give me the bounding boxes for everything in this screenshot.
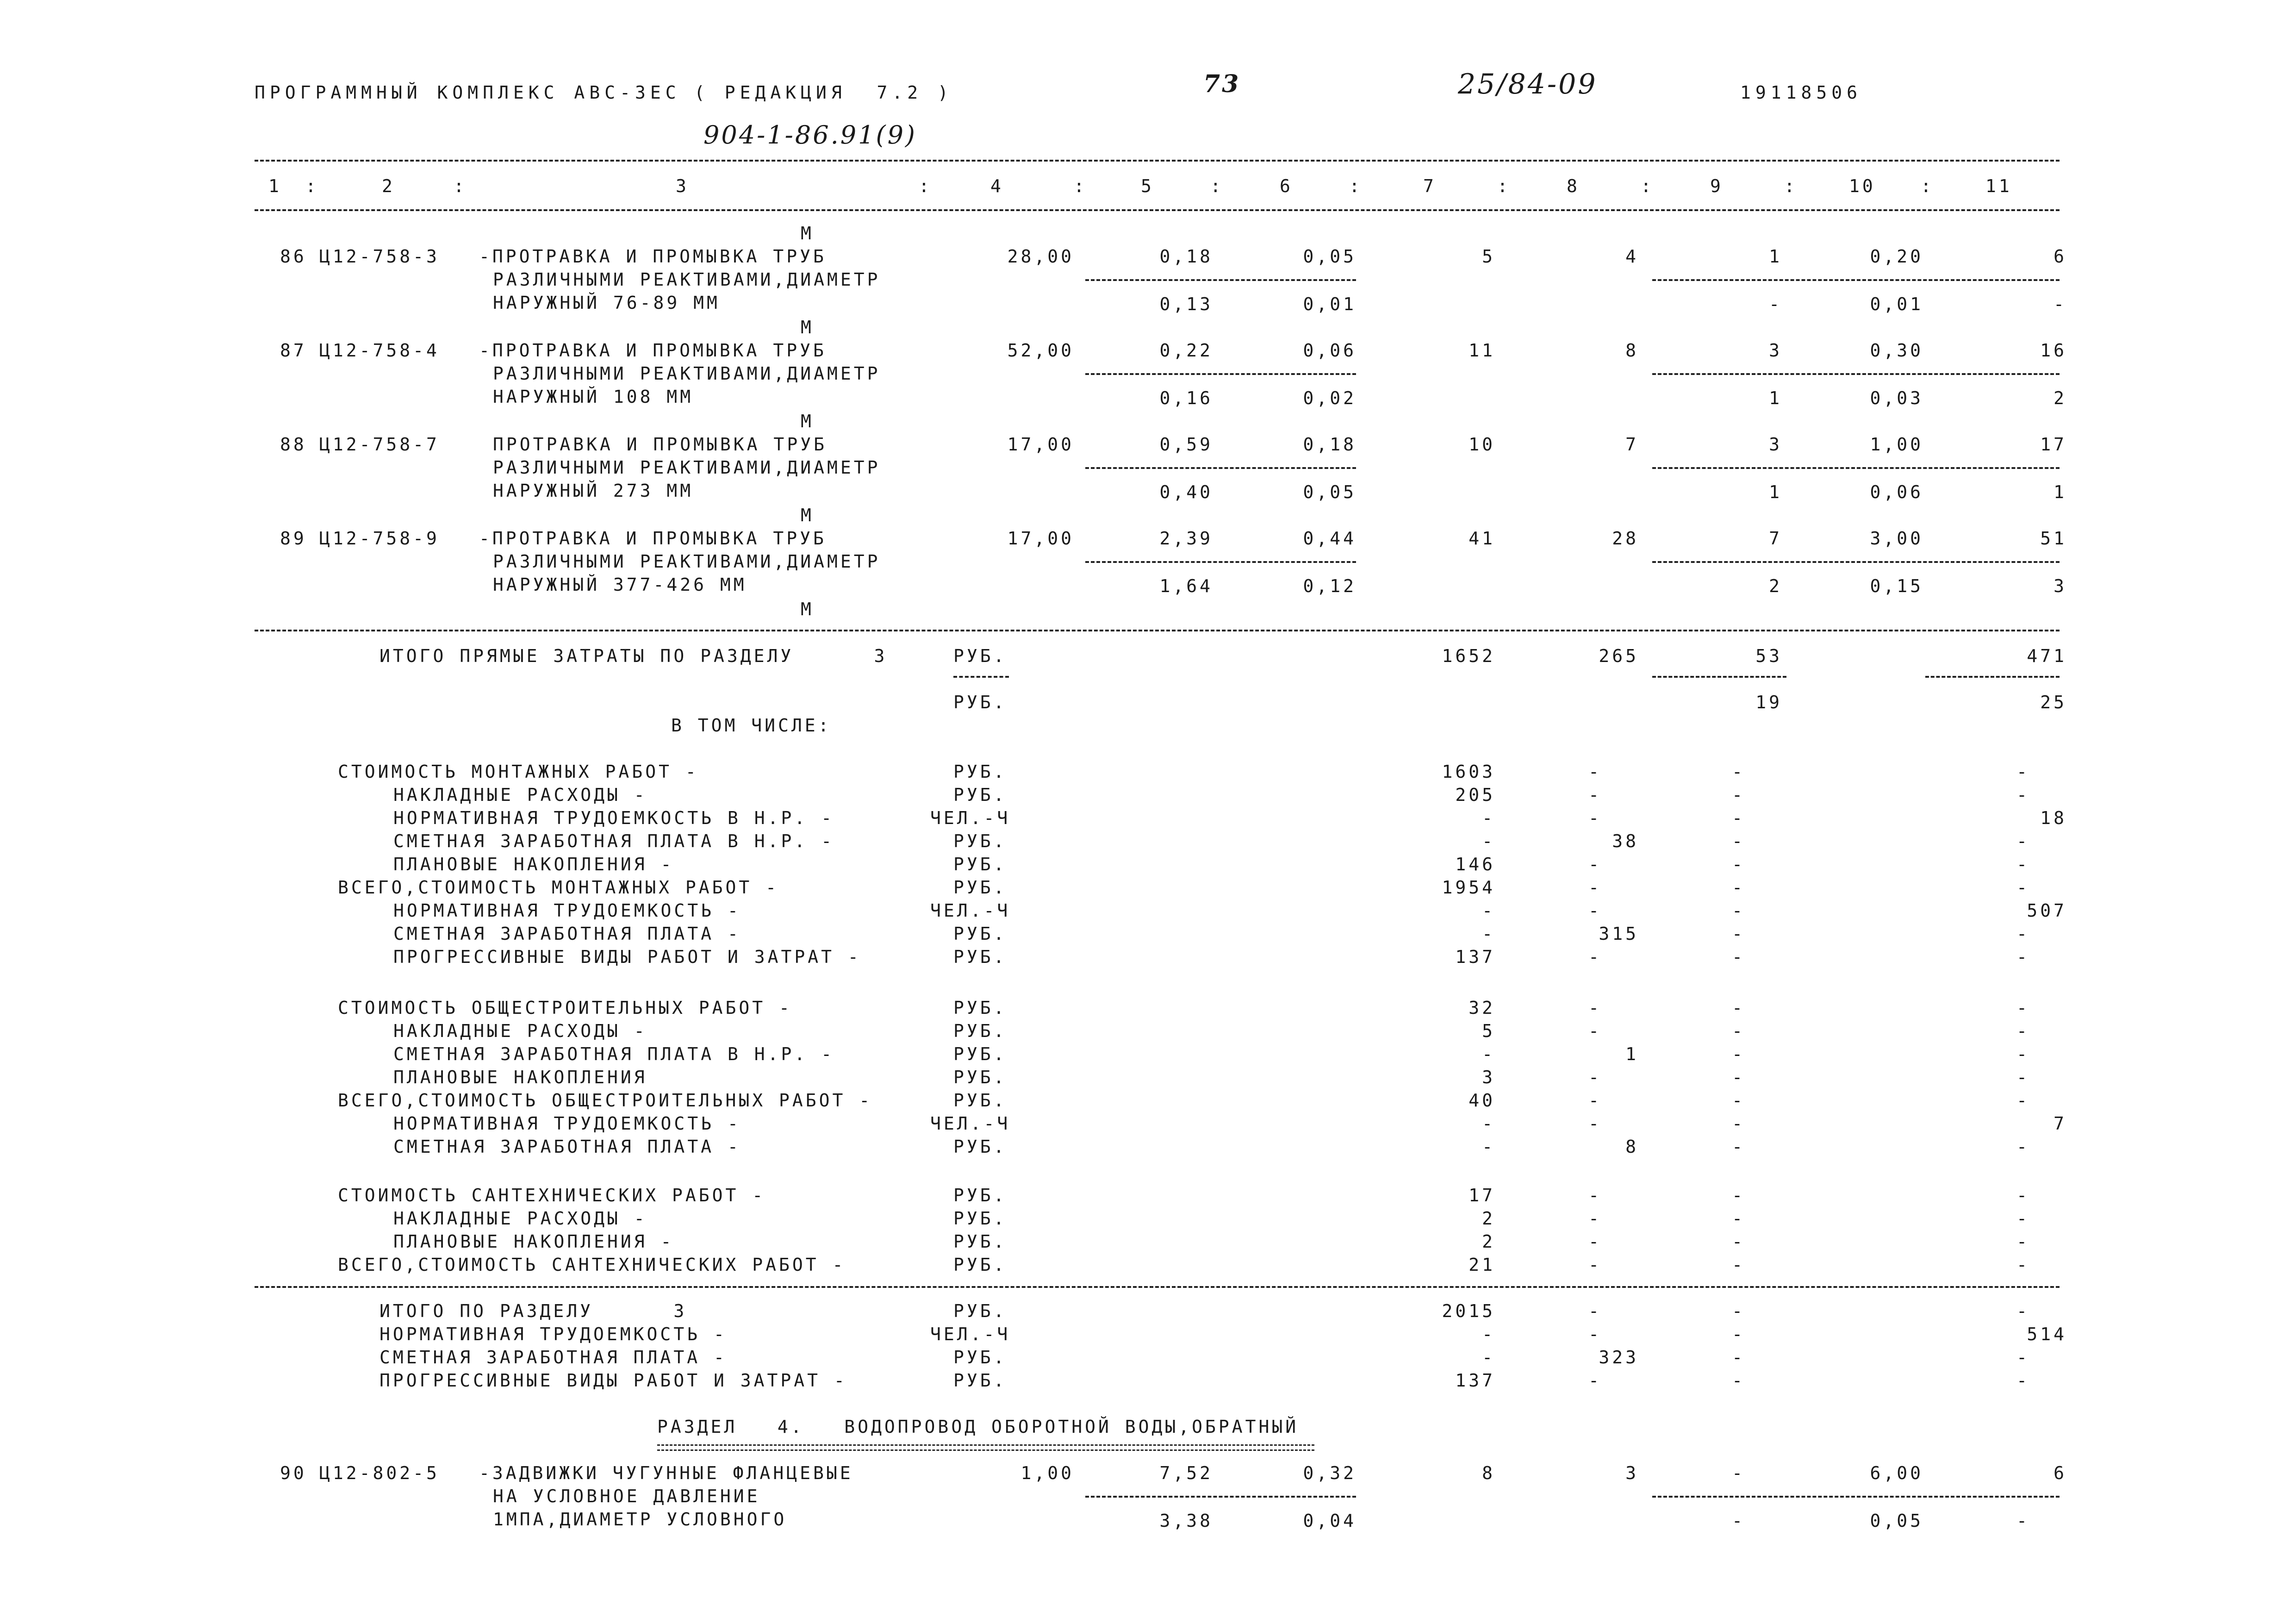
row-code: Ц12-758-7 <box>319 434 440 455</box>
cell-10-sub: 0,05 <box>1870 1511 1923 1531</box>
summary-c9: - <box>1732 785 1745 805</box>
summary-c11: 7 <box>2053 1113 2067 1134</box>
summary-c7: 205 <box>1455 785 1495 805</box>
row-quantity: 1,00 <box>1020 1463 1074 1483</box>
row-number: 89 <box>280 528 307 549</box>
row-desc-line: НА УСЛОВНОЕ ДАВЛЕНИЕ <box>493 1486 760 1506</box>
summary-c9: - <box>1732 1067 1745 1087</box>
cell-6-sub: 0,04 <box>1303 1511 1356 1531</box>
cell-divider <box>1652 467 2060 469</box>
summary-unit: РУБ. <box>953 947 1007 967</box>
row-number: 87 <box>280 340 307 361</box>
summary-c8: 1 <box>1625 1044 1639 1064</box>
summary-unit: РУБ. <box>953 762 1007 782</box>
cell-5-sub: 3,38 <box>1159 1511 1213 1531</box>
section-heading-underline <box>657 1444 1314 1451</box>
summary-c7: - <box>1482 924 1495 944</box>
summary-c8: - <box>1588 1255 1602 1275</box>
section-total-c7: 2015 <box>1442 1301 1495 1321</box>
summary-c8: - <box>1588 1067 1602 1087</box>
summary-c11: - <box>2016 877 2030 898</box>
summary-c11: 507 <box>2027 900 2067 921</box>
summary-c7: - <box>1482 1137 1495 1157</box>
section-total-c7: - <box>1482 1324 1495 1344</box>
summary-label: ПРОГРЕССИВНЫЕ ВИДЫ РАБОТ И ЗАТРАТ - <box>393 947 861 967</box>
col-10: 10 <box>1849 176 1876 196</box>
unit-label: М <box>801 505 814 525</box>
section-total-unit: ЧЕЛ.-Ч <box>930 1324 1011 1344</box>
cell-11: 6 <box>2053 246 2067 267</box>
summary-c7: - <box>1482 831 1495 851</box>
summary-c7: 1954 <box>1442 877 1495 898</box>
summary-c11: - <box>2016 1231 2030 1252</box>
summary-label: ВСЕГО,СТОИМОСТЬ ОБЩЕСТРОИТЕЛЬНЫХ РАБОТ - <box>338 1090 873 1111</box>
unit-label: М <box>801 411 814 431</box>
cell-10: 6,00 <box>1870 1463 1923 1483</box>
row-desc-line: ПРОТРАВКА И ПРОМЫВКА ТРУБ <box>493 434 827 455</box>
total-direct-unit: РУБ. <box>953 692 1007 712</box>
total-direct-c7: 1652 <box>1442 646 1495 666</box>
summary-label: ВСЕГО,СТОИМОСТЬ САНТЕХНИЧЕСКИХ РАБОТ - <box>338 1255 846 1275</box>
total-direct-c8: 265 <box>1599 646 1639 666</box>
col-1: 1 <box>268 176 282 196</box>
col-sep: : <box>1074 176 1087 196</box>
cell-divider <box>1925 676 2060 678</box>
summary-unit: РУБ. <box>953 1137 1007 1157</box>
header-rule-top <box>255 160 2060 162</box>
cell-6: 0,44 <box>1303 528 1356 549</box>
cell-divider <box>1652 373 2060 375</box>
section-total-label: СМЕТНАЯ ЗАРАБОТНАЯ ПЛАТА - <box>380 1347 727 1368</box>
row-desc-line: НАРУЖНЫЙ 108 ММ <box>493 387 694 407</box>
summary-unit: РУБ. <box>953 854 1007 874</box>
summary-c11: - <box>2016 762 2030 782</box>
summary-c7: 3 <box>1482 1067 1495 1087</box>
summary-unit: РУБ. <box>953 831 1007 851</box>
cell-5: 2,39 <box>1159 528 1213 549</box>
cell-8: 7 <box>1625 434 1639 455</box>
summary-c11: - <box>2016 831 2030 851</box>
cell-7: 41 <box>1468 528 1495 549</box>
cell-10: 1,00 <box>1870 434 1923 455</box>
section-total-c9: - <box>1732 1347 1745 1368</box>
summary-c8: - <box>1588 947 1602 967</box>
cell-divider <box>1652 1496 2060 1498</box>
cell-divider <box>1085 467 1356 469</box>
row-desc-line: РАЗЛИЧНЫМИ РЕАКТИВАМИ,ДИАМЕТР <box>493 457 881 478</box>
cell-6-sub: 0,12 <box>1303 576 1356 596</box>
cell-11-sub: 3 <box>2053 576 2067 596</box>
cell-11: 51 <box>2040 528 2067 549</box>
unit-divider <box>953 676 1009 678</box>
summary-label: НОРМАТИВНАЯ ТРУДОЕМКОСТЬ - <box>393 1113 741 1134</box>
summary-label: СТОИМОСТЬ МОНТАЖНЫХ РАБОТ - <box>338 762 699 782</box>
section-total-c8: 323 <box>1599 1347 1639 1368</box>
summary-c8: - <box>1588 1113 1602 1134</box>
cell-10: 3,00 <box>1870 528 1923 549</box>
cell-9-sub: 2 <box>1769 576 1782 596</box>
summary-c8: - <box>1588 762 1602 782</box>
section-total-c9: - <box>1732 1324 1745 1344</box>
col-sep: : <box>1497 176 1511 196</box>
col-8: 8 <box>1567 176 1580 196</box>
summary-c8: - <box>1588 1021 1602 1041</box>
summary-c11: - <box>2016 924 2030 944</box>
summary-c7: 146 <box>1455 854 1495 874</box>
row-desc-line: НАРУЖНЫЙ 377-426 ММ <box>493 575 747 595</box>
summary-c11: - <box>2016 1185 2030 1206</box>
total-direct-c11-sub: 25 <box>2040 692 2067 712</box>
summary-c8: 38 <box>1612 831 1639 851</box>
summary-c11: - <box>2016 1067 2030 1087</box>
row-quantity: 17,00 <box>1007 528 1074 549</box>
summary-c7: 32 <box>1468 998 1495 1018</box>
cell-10-sub: 0,06 <box>1870 482 1923 502</box>
summary-c7: 40 <box>1468 1090 1495 1111</box>
summary-c8: - <box>1588 1208 1602 1229</box>
total-direct-label: ИТОГО ПРЯМЫЕ ЗАТРАТЫ ПО РАЗДЕЛУ 3 <box>380 646 888 666</box>
summary-c8: - <box>1588 854 1602 874</box>
section-total-c11: 514 <box>2027 1324 2067 1344</box>
summary-c9: - <box>1732 1208 1745 1229</box>
cell-11-sub: - <box>2016 1511 2030 1531</box>
row-desc-line: НАРУЖНЫЙ 273 ММ <box>493 481 694 501</box>
cell-9: 3 <box>1769 434 1782 455</box>
cell-9: 3 <box>1769 340 1782 361</box>
summary-unit: РУБ. <box>953 1067 1007 1087</box>
row-number: 88 <box>280 434 307 455</box>
col-sep: : <box>1784 176 1798 196</box>
summary-c11: - <box>2016 1137 2030 1157</box>
cell-6-sub: 0,02 <box>1303 388 1356 408</box>
summary-c9: - <box>1732 1185 1745 1206</box>
cell-10-sub: 0,03 <box>1870 388 1923 408</box>
summary-c8: 8 <box>1625 1137 1639 1157</box>
summary-unit: РУБ. <box>953 785 1007 805</box>
summary-c9: - <box>1732 924 1745 944</box>
col-sep: : <box>1349 176 1363 196</box>
cell-10-sub: 0,15 <box>1870 576 1923 596</box>
summary-unit: ЧЕЛ.-Ч <box>930 1113 1011 1134</box>
header-rule-bottom <box>255 209 2060 211</box>
cell-11: 16 <box>2040 340 2067 361</box>
col-sep: : <box>305 176 319 196</box>
cell-5-sub: 0,16 <box>1159 388 1213 408</box>
summary-c9: - <box>1732 1113 1745 1134</box>
cell-6-sub: 0,05 <box>1303 482 1356 502</box>
section-total-unit: РУБ. <box>953 1370 1007 1391</box>
summary-c7: 137 <box>1455 947 1495 967</box>
section-total-label: ИТОГО ПО РАЗДЕЛУ 3 <box>380 1301 687 1321</box>
summary-label: НАКЛАДНЫЕ РАСХОДЫ - <box>393 785 647 805</box>
cell-divider <box>1085 561 1356 563</box>
cell-9: - <box>1732 1463 1745 1483</box>
summary-c8: 315 <box>1599 924 1639 944</box>
summary-c11: - <box>2016 1255 2030 1275</box>
cell-11-sub: 2 <box>2053 388 2067 408</box>
summary-label: НАКЛАДНЫЕ РАСХОДЫ - <box>393 1021 647 1041</box>
cell-9-sub: 1 <box>1769 482 1782 502</box>
row-desc-line: -ПРОТРАВКА И ПРОМЫВКА ТРУБ <box>479 246 827 267</box>
cell-6: 0,18 <box>1303 434 1356 455</box>
cell-9-sub: - <box>1732 1511 1745 1531</box>
row-desc-line: РАЗЛИЧНЫМИ РЕАКТИВАМИ,ДИАМЕТР <box>493 363 881 384</box>
row-desc-line: -ПРОТРАВКА И ПРОМЫВКА ТРУБ <box>479 340 827 361</box>
summary-c9: - <box>1732 762 1745 782</box>
col-sep: : <box>1641 176 1654 196</box>
cell-11-sub: 1 <box>2053 482 2067 502</box>
summary-c8: - <box>1588 998 1602 1018</box>
row-desc-line: 1МПА,ДИАМЕТР УСЛОВНОГО <box>493 1509 787 1530</box>
row-desc-line: РАЗЛИЧНЫМИ РЕАКТИВАМИ,ДИАМЕТР <box>493 551 881 572</box>
cell-7: 8 <box>1482 1463 1495 1483</box>
cell-8: 4 <box>1625 246 1639 267</box>
cell-10: 0,20 <box>1870 246 1923 267</box>
summary-c7: - <box>1482 1113 1495 1134</box>
cell-divider <box>1652 676 1786 678</box>
summary-label: ПЛАНОВЫЕ НАКОПЛЕНИЯ <box>393 1067 647 1087</box>
col-sep: : <box>919 176 932 196</box>
section-total-c9: - <box>1732 1301 1745 1321</box>
section-total-c7: - <box>1482 1347 1495 1368</box>
including-label: В ТОМ ЧИСЛЕ: <box>671 715 832 736</box>
cell-11-sub: - <box>2053 294 2067 314</box>
summary-c9: - <box>1732 877 1745 898</box>
summary-unit: РУБ. <box>953 1208 1007 1229</box>
col-11: 11 <box>1985 176 2012 196</box>
row-code: Ц12-802-5 <box>319 1463 440 1483</box>
row-desc-line: -ПРОТРАВКА И ПРОМЫВКА ТРУБ <box>479 528 827 549</box>
summary-c9: - <box>1732 854 1745 874</box>
summary-unit: РУБ. <box>953 1185 1007 1206</box>
summary-c8: - <box>1588 808 1602 828</box>
section-total-unit: РУБ. <box>953 1347 1007 1368</box>
row-quantity: 28,00 <box>1007 246 1074 267</box>
page-number: 73 <box>1203 70 1241 98</box>
summary-c11: - <box>2016 1021 2030 1041</box>
cell-divider <box>1085 373 1356 375</box>
summary-c9: - <box>1732 1044 1745 1064</box>
summary-c7: - <box>1482 808 1495 828</box>
cell-6: 0,06 <box>1303 340 1356 361</box>
summary-c9: - <box>1732 900 1745 921</box>
cell-5: 0,59 <box>1159 434 1213 455</box>
summary-label: ВСЕГО,СТОИМОСТЬ МОНТАЖНЫХ РАБОТ - <box>338 877 779 898</box>
summary-c9: - <box>1732 1255 1745 1275</box>
document-number: 19118506 <box>1740 82 1862 103</box>
cell-5-sub: 1,64 <box>1159 576 1213 596</box>
summary-unit: РУБ. <box>953 1231 1007 1252</box>
section-heading: РАЗДЕЛ 4. ВОДОПРОВОД ОБОРОТНОЙ ВОДЫ,ОБРАТНЫЙ <box>657 1417 1299 1437</box>
summary-c11: - <box>2016 947 2030 967</box>
summary-c7: 2 <box>1482 1208 1495 1229</box>
summary-c11: - <box>2016 854 2030 874</box>
section-total-c11: - <box>2016 1347 2030 1368</box>
cell-5-sub: 0,13 <box>1159 294 1213 314</box>
summary-label: СТОИМОСТЬ САНТЕХНИЧЕСКИХ РАБОТ - <box>338 1185 766 1206</box>
cell-9-sub: - <box>1769 294 1782 314</box>
summary-unit: РУБ. <box>953 924 1007 944</box>
summary-unit: ЧЕЛ.-Ч <box>930 808 1011 828</box>
summary-c7: 17 <box>1468 1185 1495 1206</box>
cell-7: 5 <box>1482 246 1495 267</box>
summary-unit: РУБ. <box>953 998 1007 1018</box>
col-9: 9 <box>1710 176 1724 196</box>
summary-label: СМЕТНАЯ ЗАРАБОТНАЯ ПЛАТА В Н.Р. - <box>393 1044 834 1064</box>
summary-c8: - <box>1588 1231 1602 1252</box>
summary-c7: - <box>1482 1044 1495 1064</box>
summary-c11: - <box>2016 1044 2030 1064</box>
cell-6-sub: 0,01 <box>1303 294 1356 314</box>
cell-8: 3 <box>1625 1463 1639 1483</box>
summary-c7: 21 <box>1468 1255 1495 1275</box>
cell-10-sub: 0,01 <box>1870 294 1923 314</box>
section-total-c8: - <box>1588 1324 1602 1344</box>
cell-divider <box>1085 1496 1356 1498</box>
summary-label: ПЛАНОВЫЕ НАКОПЛЕНИЯ - <box>393 1231 674 1252</box>
cell-5: 0,22 <box>1159 340 1213 361</box>
summary-label: НОРМАТИВНАЯ ТРУДОЕМКОСТЬ - <box>393 900 741 921</box>
summary-label: СМЕТНАЯ ЗАРАБОТНАЯ ПЛАТА - <box>393 924 741 944</box>
section-total-c11: - <box>2016 1301 2030 1321</box>
program-title: ПРОГРАММНЫЙ КОМПЛЕКС АВС-3ЕС <box>255 82 681 103</box>
summary-unit: ЧЕЛ.-Ч <box>930 900 1011 921</box>
row-quantity: 52,00 <box>1007 340 1074 361</box>
summary-label: НОРМАТИВНАЯ ТРУДОЕМКОСТЬ В Н.Р. - <box>393 808 834 828</box>
row-code: Ц12-758-4 <box>319 340 440 361</box>
summary-unit: РУБ. <box>953 1255 1007 1275</box>
summary-c9: - <box>1732 998 1745 1018</box>
cell-5-sub: 0,40 <box>1159 482 1213 502</box>
summary-c9: - <box>1732 947 1745 967</box>
row-desc-line: НАРУЖНЫЙ 76-89 ММ <box>493 293 720 313</box>
summary-c8: - <box>1588 900 1602 921</box>
section-total-c11: - <box>2016 1370 2030 1391</box>
section-total-c8: - <box>1588 1301 1602 1321</box>
cell-10: 0,30 <box>1870 340 1923 361</box>
col-6: 6 <box>1280 176 1293 196</box>
cell-6: 0,32 <box>1303 1463 1356 1483</box>
summary-c8: - <box>1588 1185 1602 1206</box>
row-desc-line: РАЗЛИЧНЫМИ РЕАКТИВАМИ,ДИАМЕТР <box>493 269 881 290</box>
section-total-label: НОРМАТИВНАЯ ТРУДОЕМКОСТЬ - <box>380 1324 727 1344</box>
cell-8: 8 <box>1625 340 1639 361</box>
cell-divider <box>1652 561 2060 563</box>
row-number: 86 <box>280 246 307 267</box>
project-code: 904-1-86.91(9) <box>703 120 917 150</box>
row-quantity: 17,00 <box>1007 434 1074 455</box>
col-2: 2 <box>382 176 395 196</box>
row-code: Ц12-758-3 <box>319 246 440 267</box>
summary-c11: 18 <box>2040 808 2067 828</box>
cell-7: 10 <box>1468 434 1495 455</box>
row-number: 90 <box>280 1463 307 1483</box>
cell-9-sub: 1 <box>1769 388 1782 408</box>
summary-c11: - <box>2016 1090 2030 1111</box>
unit-label: М <box>801 223 814 244</box>
col-7: 7 <box>1423 176 1437 196</box>
summary-c9: - <box>1732 1231 1745 1252</box>
cell-5: 0,18 <box>1159 246 1213 267</box>
summary-c9: - <box>1732 1021 1745 1041</box>
cell-9: 1 <box>1769 246 1782 267</box>
row-code: Ц12-758-9 <box>319 528 440 549</box>
col-4: 4 <box>990 176 1004 196</box>
section-total-unit: РУБ. <box>953 1301 1007 1321</box>
col-sep: : <box>1210 176 1224 196</box>
unit-label: М <box>801 317 814 337</box>
summary-c9: - <box>1732 1090 1745 1111</box>
col-3: 3 <box>676 176 689 196</box>
section-total-c7: 137 <box>1455 1370 1495 1391</box>
summary-unit: РУБ. <box>953 1021 1007 1041</box>
summary-label: СМЕТНАЯ ЗАРАБОТНАЯ ПЛАТА - <box>393 1137 741 1157</box>
cell-7: 11 <box>1468 340 1495 361</box>
col-sep: : <box>1921 176 1934 196</box>
summary-c8: - <box>1588 877 1602 898</box>
summary-c11: - <box>2016 785 2030 805</box>
summary-c9: - <box>1732 808 1745 828</box>
col-5: 5 <box>1141 176 1154 196</box>
edition-label: ( РЕДАКЦИЯ 7.2 ) <box>694 82 953 103</box>
cell-5: 7,52 <box>1159 1463 1213 1483</box>
summary-c9: - <box>1732 1137 1745 1157</box>
section-total-c8: - <box>1588 1370 1602 1391</box>
section-rule <box>255 1286 2060 1288</box>
section-total-label: ПРОГРЕССИВНЫЕ ВИДЫ РАБОТ И ЗАТРАТ - <box>380 1370 847 1391</box>
doc-code: 25/84-09 <box>1458 68 1598 100</box>
summary-label: НАКЛАДНЫЕ РАСХОДЫ - <box>393 1208 647 1229</box>
total-direct-c9-sub: 19 <box>1755 692 1782 712</box>
row-desc-line: -ЗАДВИЖКИ ЧУГУННЫЕ ФЛАНЦЕВЫЕ <box>479 1463 853 1483</box>
summary-label: ПЛАНОВЫЕ НАКОПЛЕНИЯ - <box>393 854 674 874</box>
total-direct-c9: 53 <box>1755 646 1782 666</box>
summary-label: СТОИМОСТЬ ОБЩЕСТРОИТЕЛЬНЫХ РАБОТ - <box>338 998 792 1018</box>
unit-label: М <box>801 599 814 619</box>
cell-divider <box>1085 279 1356 281</box>
cell-divider <box>1652 279 2060 281</box>
cell-9: 7 <box>1769 528 1782 549</box>
section-total-c9: - <box>1732 1370 1745 1391</box>
summary-c11: - <box>2016 998 2030 1018</box>
summary-label: СМЕТНАЯ ЗАРАБОТНАЯ ПЛАТА В Н.Р. - <box>393 831 834 851</box>
cell-8: 28 <box>1612 528 1639 549</box>
summary-c8: - <box>1588 1090 1602 1111</box>
cell-6: 0,05 <box>1303 246 1356 267</box>
summary-c11: - <box>2016 1208 2030 1229</box>
total-direct-c11: 471 <box>2027 646 2067 666</box>
col-sep: : <box>454 176 467 196</box>
summary-c8: - <box>1588 785 1602 805</box>
cell-11: 17 <box>2040 434 2067 455</box>
summary-c9: - <box>1732 831 1745 851</box>
summary-unit: РУБ. <box>953 1090 1007 1111</box>
summary-c7: 1603 <box>1442 762 1495 782</box>
cell-11: 6 <box>2053 1463 2067 1483</box>
section-rule <box>255 630 2060 631</box>
summary-unit: РУБ. <box>953 877 1007 898</box>
total-direct-unit: РУБ. <box>953 646 1007 666</box>
summary-c7: - <box>1482 900 1495 921</box>
summary-c7: 2 <box>1482 1231 1495 1252</box>
summary-unit: РУБ. <box>953 1044 1007 1064</box>
summary-c7: 5 <box>1482 1021 1495 1041</box>
